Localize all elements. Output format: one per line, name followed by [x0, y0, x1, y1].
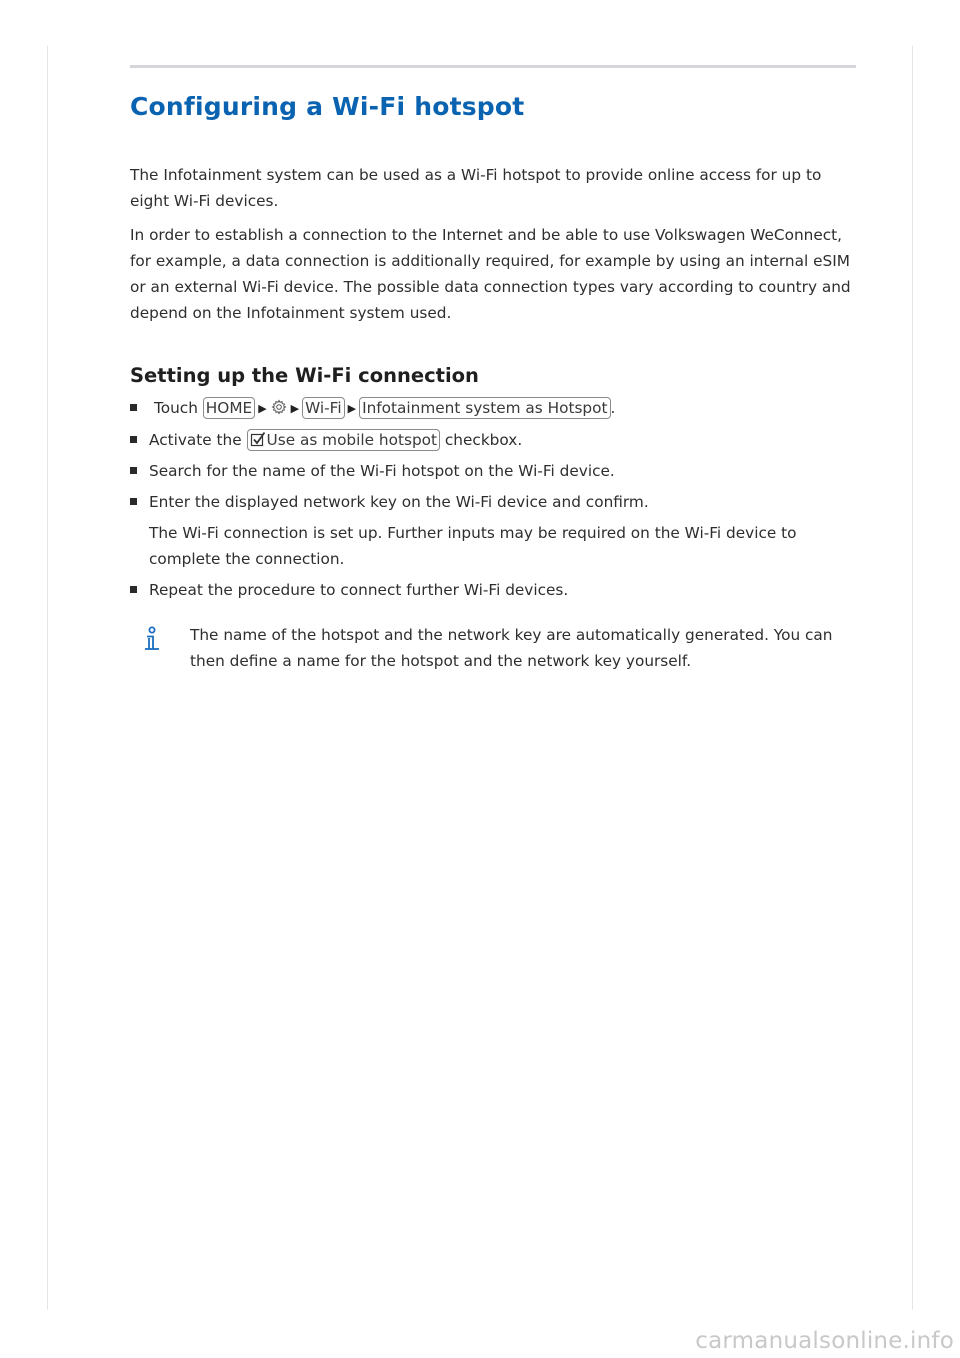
bullet: [130, 498, 137, 505]
arrow-right-icon: ▶: [258, 402, 267, 415]
step4-result: The Wi-Fi connection is set up. Further inputs may be required on the Wi-Fi device to complete the connection.: [149, 524, 797, 568]
bullet: [130, 467, 137, 474]
home-button[interactable]: HOME: [203, 397, 255, 419]
gear-icon[interactable]: [271, 399, 287, 415]
step-item: [130, 395, 856, 422]
note-text: The name of the hotspot and the network key are automatically generated. You can then define a name for the hotspot and the network key yourself.: [190, 626, 833, 670]
step-item: [130, 458, 856, 484]
info-icon: [142, 626, 162, 652]
left-margin-line: [47, 46, 48, 1310]
intro-paragraph-2: In order to establish a connection to the Internet and be able to use Volkswagen WeConnect, for example, a data connection is additionally required, for example by using an internal eSIM or an external Wi-Fi device. The possible data connection types vary according to country and depend on the Infotainment system used.: [130, 226, 851, 322]
page-title: Configuring a Wi-Fi hotspot: [130, 92, 525, 121]
bullet: [130, 436, 137, 443]
infotainment-hotspot-button[interactable]: Infotainment system as Hotspot: [359, 397, 610, 419]
step5-text: Repeat the procedure to connect further Wi-Fi devices.: [149, 581, 569, 599]
step3-text: Search for the name of the Wi-Fi hotspot on the Wi-Fi device.: [149, 462, 615, 480]
arrow-right-icon: ▶: [290, 402, 300, 415]
bullet: [130, 404, 137, 411]
step2-prefix: Activate the: [149, 431, 242, 449]
arrow-right-icon: ▶: [347, 402, 357, 415]
step2-suffix: checkbox.: [444, 431, 523, 449]
checkbox-label: Use as mobile hotspot: [266, 431, 438, 449]
step1-prefix: Touch: [154, 399, 198, 417]
step1-suffix: .: [610, 399, 616, 417]
steps-list: [130, 395, 856, 608]
wifi-button[interactable]: Wi-Fi: [302, 397, 345, 419]
section-title: Setting up the Wi-Fi connection: [130, 364, 479, 387]
step-item: [130, 577, 856, 603]
step-item: [130, 489, 856, 572]
step-item: [130, 427, 856, 453]
intro-paragraph-1: The Infotainment system can be used as a Wi-Fi hotspot to provide online access for up to eight Wi-Fi devices.: [130, 166, 822, 210]
top-rule: [130, 65, 856, 68]
use-as-mobile-hotspot-checkbox[interactable]: [247, 429, 440, 451]
bullet: [130, 586, 137, 593]
checkbox-checked-icon: [250, 431, 266, 447]
right-margin-line: [912, 46, 913, 1310]
info-note: [130, 622, 856, 674]
watermark: carmanualsonline.info: [695, 1328, 954, 1354]
intro-section: [130, 162, 856, 334]
step4-text: Enter the displayed network key on the Wi-Fi device and confirm.: [149, 493, 649, 511]
